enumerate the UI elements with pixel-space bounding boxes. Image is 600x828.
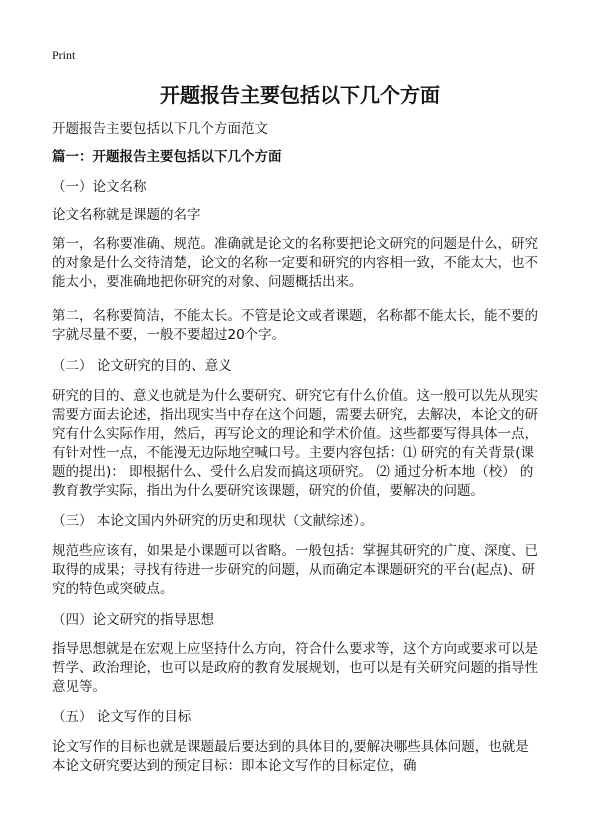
section-heading-4: （四）论文研究的指导思想 — [52, 612, 214, 628]
paragraph: 规范些应该有，如果是小课题可以省略。一般包括：掌握其研究的广度、深度、已 取得的成果；寻找有待进一步研究的问题，从而确定本课题研究的平台(起点)、研 究的特色或突破点。 — [52, 543, 538, 597]
print-link[interactable]: Print — [52, 48, 76, 62]
paragraph: 第一，名称要准确、规范。准确就是论文的名称要把论文研究的问题是什么，研究 的对象是什么交待清楚，论文的名称一定要和研究的内容相一致，不能太大，也不 能太小，要准确地把你研究的对象、问题概括出来。 — [52, 236, 538, 290]
paragraph: 论文写作的目标也就是课题最后要达到的具体目的,要解决哪些具体问题，也就是 本论文研究要达到的预定目标：即本论文写作的目标定位，确 — [52, 739, 529, 774]
section-heading-1: （一）论文名称 — [52, 179, 147, 195]
section-heading-2: （二） 论文研究的目的、意义 — [52, 358, 232, 374]
subtitle: 开题报告主要包括以下几个方面范文 — [52, 121, 268, 137]
paragraph: 第二，名称要简洁，不能太长。不管是论文或者课题，名称都不能太长，能不要的 字就尽量不要，一般不要超过20个字。 — [52, 308, 538, 343]
paragraph: 论文名称就是课题的名字 — [52, 207, 201, 223]
section-heading-3: （三） 本论文国内外研究的历史和现状（文献综述）。 — [52, 513, 374, 529]
paragraph: 指导思想就是在宏观上应坚持什么方向，符合什么要求等，这个方向或要求可以是 哲学、政治理论，也可以是政府的教育发展规划，也可以是有关研究问题的指导性 意见等。 — [52, 641, 538, 695]
chapter-heading: 篇一：开题报告主要包括以下几个方面 — [52, 149, 282, 165]
paragraph: 研究的目的、意义也就是为什么要研究、研究它有什么价值。这一般可以先从现实 需要方面去论述，指出现实当中存在这个问题，需要去研究，去解决，本论文的研 究有什么实际作用，然后，再写论文的理论和学术价值。这些都要写得具体一点， 有针对性一点，不能漫无边际地空喊口号。主要内容包括：⑴ 研究的有关背景(课 题的提出)： 即根据什么、受什么启发而搞这项研究。 ⑵ 通过分析本地（校） 的 教育教学实际，指出为什么要研究该课题，研究的价值，要解决的问题。 — [52, 388, 538, 499]
page-title: 开题报告主要包括以下几个方面 — [160, 83, 440, 107]
section-heading-5: （五） 论文写作的目标 — [52, 709, 192, 725]
